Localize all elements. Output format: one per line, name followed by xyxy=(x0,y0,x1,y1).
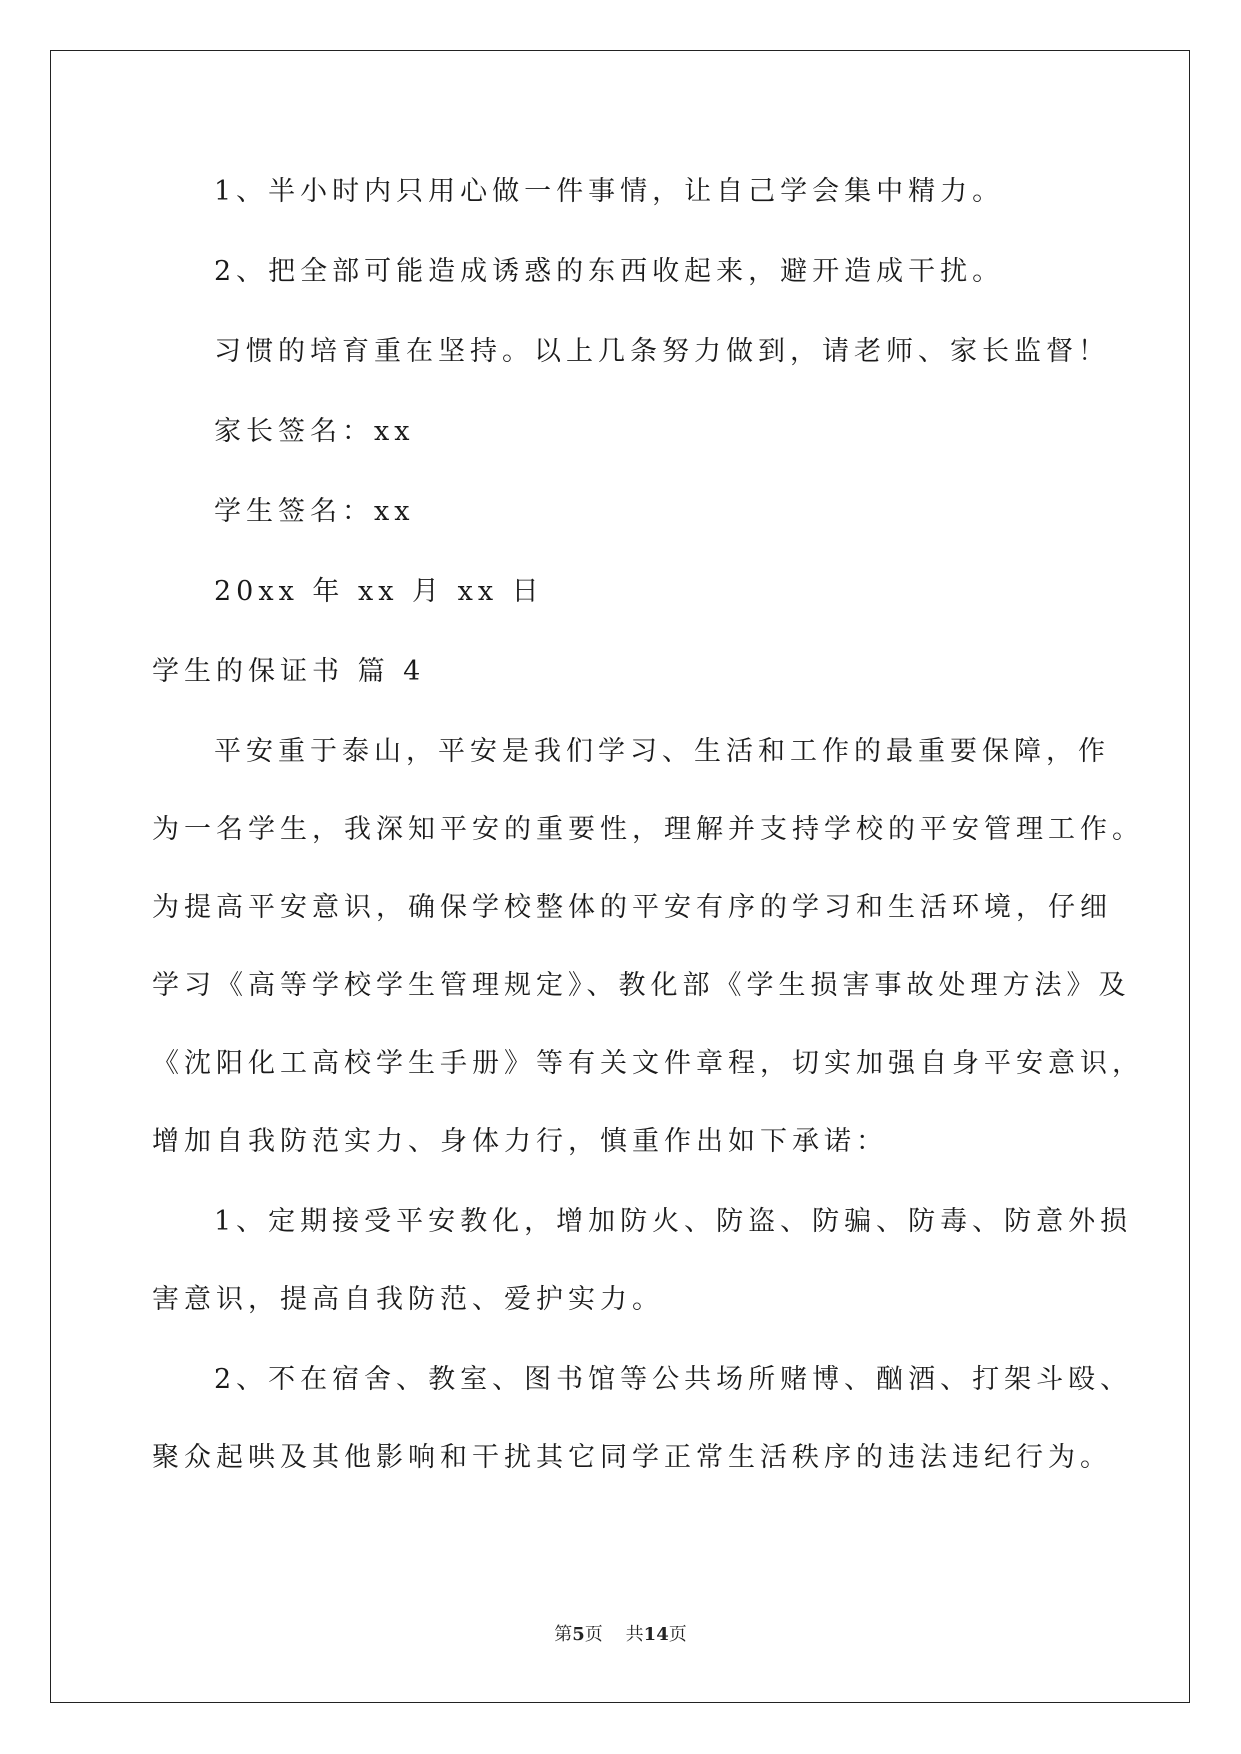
paragraph-line: 增加自我防范实力、身体力行，慎重作出如下承诺： xyxy=(152,1126,888,1157)
paragraph-line: 2、把全部可能造成诱惑的东西收起来，避开造成干扰。 xyxy=(214,256,1005,287)
page-footer xyxy=(0,1620,1241,1646)
paragraph-line: 为提高平安意识，确保学校整体的平安有序的学习和生活环境，仔细 xyxy=(152,892,1112,923)
paragraph-line: 为一名学生，我深知平安的重要性，理解并支持学校的平安管理工作。 xyxy=(152,814,1144,845)
paragraph-line: 平安重于泰山，平安是我们学习、生活和工作的最重要保障，作 xyxy=(214,736,1110,767)
date-line: 20xx 年 xx 月 xx 日 xyxy=(214,576,544,607)
paragraph-line: 2、不在宿舍、教室、图书馆等公共场所赌博、酗酒、打架斗殴、 xyxy=(214,1364,1133,1395)
footer-prefix: 第 xyxy=(554,1624,573,1645)
paragraph-line: 聚众起哄及其他影响和干扰其它同学正常生活秩序的违法违纪行为。 xyxy=(152,1442,1112,1473)
paragraph-line: 1、定期接受平安教化，增加防火、防盗、防骗、防毒、防意外损 xyxy=(214,1206,1133,1237)
section-heading: 学生的保证书 篇 4 xyxy=(152,656,426,687)
paragraph-line: 1、半小时内只用心做一件事情，让自己学会集中精力。 xyxy=(214,176,1005,207)
total-pages-number: 14 xyxy=(643,1624,669,1645)
footer-total-suffix: 页 xyxy=(668,1624,687,1645)
paragraph-line: 学习《高等学校学生管理规定》、教化部《学生损害事故处理方法》及 xyxy=(152,970,1131,1001)
current-page-number: 5 xyxy=(572,1624,585,1645)
parent-signature: 家长签名：xx xyxy=(214,416,415,447)
footer-total-prefix: 共 xyxy=(625,1624,644,1645)
paragraph-line: 害意识，提高自我防范、爱护实力。 xyxy=(152,1284,664,1315)
footer-page-suffix: 页 xyxy=(584,1624,603,1645)
paragraph-line: 习惯的培育重在坚持。以上几条努力做到，请老师、家长监督！ xyxy=(214,336,1110,367)
student-signature: 学生签名：xx xyxy=(214,496,415,527)
paragraph-line: 《沈阳化工高校学生手册》等有关文件章程，切实加强自身平安意识， xyxy=(152,1048,1144,1079)
